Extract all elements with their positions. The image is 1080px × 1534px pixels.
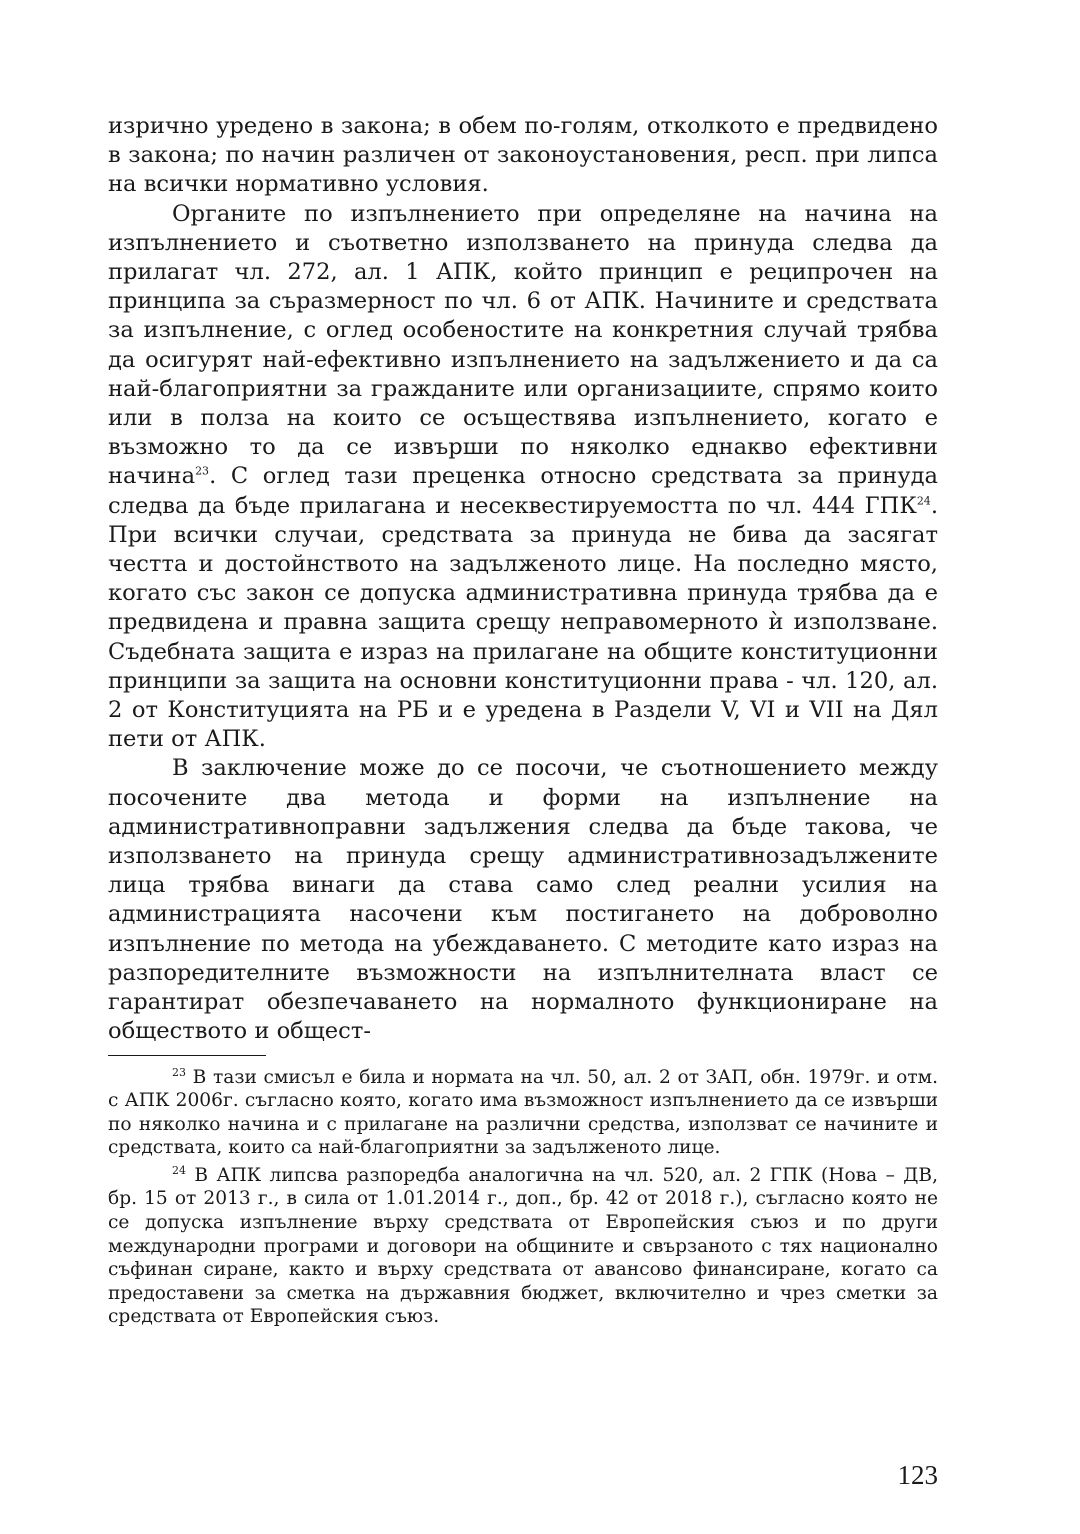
footnote-text: В тази смисъл е била и нормата на чл. 50, ал. 2 от ЗАП, обн. 1979г. и отм. с АПК 2006г. съгласно която, когато има възможност изпълнението да се извърши по няколко начина и с прилагане на различни средства, използват се начините и средствата, които са най-благоприятни за задълженото лице.: [108, 1066, 938, 1159]
footnote-number: 24: [172, 1163, 186, 1177]
footnote-ref-24: 24: [916, 494, 931, 508]
footnote-24: [108, 1164, 938, 1329]
paragraph-text: Органите по изпълнението при определяне на начина на изпълнението и съответно използването на принуда следва да прилагат чл. 272, ал. 1 АПК, който принцип е реципрочен на принципа за съразмерност по чл. 6 от АПК. Начините и средствата за изпълнение, с оглед особеностите на конкретния случай трябва да осигурят най-ефективно изпълнението на задължението и да са най-благоприятни за гражданите или организациите, спрямо които или в полза на които се осъществява изпълнението, когато е възможно то да се извърши по няколко еднакво ефективни начина: [108, 200, 938, 490]
page-content: [108, 112, 938, 1329]
footnote-number: 23: [172, 1065, 186, 1079]
footnote-text: В АПК липсва разпоредба аналогична на чл. 520, ал. 2 ГПК (Нова – ДВ, бр. 15 от 2013 г., в сила от 1.01.2014 г., доп., бр. 42 от 2018 г.), съгласно която не се допуска изпълнение върху средствата от Европейския съюз и по други международни програми и договори на общините и свързаното с тях национално съфинан сиране, както и върху средствата от авансово финансиране, когато са предоставени за сметка на държавния бюджет, включително и чрез сметки за средствата от Европейския съюз.: [108, 1164, 938, 1328]
footnote-ref-23: 23: [195, 464, 210, 478]
footnote-separator: [108, 1055, 266, 1056]
footnote-23: [108, 1066, 938, 1160]
paragraph-text: . При всички случаи, средствата за принуда не бива да засягат честта и достойнството на задълженото лице. На последно място, когато със закон се допуска административна принуда трябва да е предвидена и правна защита срещу неправомерното ѝ използване. Съдебната защита е израз на прилагане на общите конституционни принципи за защита на основни конституционни права - чл. 120, ал. 2 от Конституцията на РБ и е уредена в Раздели V, VI и VII на Дял пети от АПК.: [108, 492, 938, 753]
paragraph-text: . С оглед тази преценка относно средствата за принуда следва да бъде прилагана и несеквестируемостта по чл. 444 ГПК: [108, 463, 938, 519]
paragraph-conclusion: В заключение може до се посочи, че съотношението между посочените два метода и форми на изпълнение на административноправни задължения следва да бъде такова, че използването на принуда срещу административнозадължените лица трябва винаги да става само след реални усилия на администрацията насочени към постигането на доброволно изпълнение по метода на убеждаването. С методите като израз на разпоредителните възможности на изпълнителната власт се гарантират обезпечаването на нормалното функциониране на обществото и общест-: [108, 755, 938, 1045]
paragraph-continuation: изрично уредено в закона; в обем по-голям, отколкото е предвидено в закона; по начин различен от законоустановения, респ. при липса на всички нормативно условия.: [108, 113, 938, 198]
page-number: 123: [897, 1460, 938, 1490]
paragraph-enforcement-bodies: [108, 200, 938, 755]
